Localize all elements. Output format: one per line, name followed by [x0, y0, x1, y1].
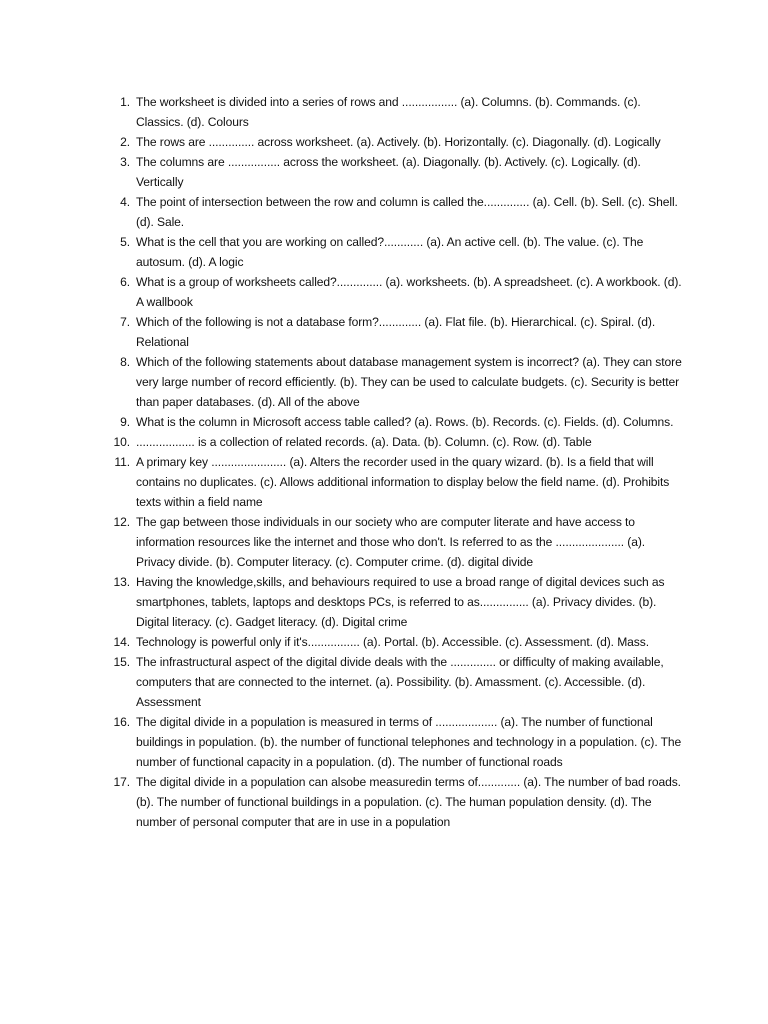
question-text: Technology is powerful only if it's................ (a). Portal. (b). Accessible. (c). Assessment. (d). Mass. — [136, 635, 649, 649]
question-item — [104, 652, 684, 712]
question-number: 4. — [120, 195, 130, 209]
question-item — [104, 712, 684, 772]
question-text: Which of the following is not a database form?............. (a). Flat file. (b). Hierarchical. (c). Spiral. (d). Relational — [136, 315, 656, 349]
question-number: 5. — [120, 235, 130, 249]
question-text: What is the cell that you are working on called?............ (a). An active cell. (b). The value. (c). The autosum. (d). A logic — [136, 235, 644, 269]
question-item — [104, 132, 684, 152]
question-text: Having the knowledge,skills, and behaviours required to use a broad range of digital devices such as smartphones, tablets, laptops and desktops PCs, is referred to as............... (a). Privacy divides. (b). Digital literacy. (c). Gadget literacy. (d). Digital crime — [136, 575, 665, 629]
question-item — [104, 312, 684, 352]
question-text: The rows are .............. across worksheet. (a). Actively. (b). Horizontally. (c). Diagonally. (d). Logically — [136, 135, 661, 149]
question-text: The digital divide in a population is measured in terms of ................... (a). The number of functional buildings in population. (b). the number of functional telephones and technology in a population. (c). The number of functional capacity in a population. (d). The number of functional roads — [136, 715, 682, 769]
question-item — [104, 152, 684, 192]
question-text: The columns are ................ across the worksheet. (a). Diagonally. (b). Actively. (c). Logically. (d). Vertically — [136, 155, 641, 189]
question-number: 1. — [120, 95, 130, 109]
question-text: The gap between those individuals in our society who are computer literate and have access to information resources like the internet and those who don't. Is referred to as the ..................... (a). Privacy divide. (b). Computer literacy. (c). Computer crime. (d). digital divide — [136, 515, 646, 569]
question-item — [104, 572, 684, 632]
question-text: Which of the following statements about database management system is incorrect? (a). They can store very large number of record efficiently. (b). They can be used to calculate budgets. (c). Security is better than paper databases. (d). All of the above — [136, 355, 682, 409]
question-item — [104, 192, 684, 232]
question-number: 15. — [113, 655, 130, 669]
question-number: 6. — [120, 275, 130, 289]
question-number: 17. — [113, 775, 130, 789]
question-item — [104, 452, 684, 512]
question-text: A primary key ....................... (a). Alters the recorder used in the quary wizard. (b). Is a field that will contains no duplicates. (c). Allows additional information to display below the field name. (d). Prohibits texts within a field name — [136, 455, 670, 509]
question-item — [104, 272, 684, 312]
question-number: 11. — [114, 455, 130, 469]
question-item — [104, 632, 684, 652]
question-text: The worksheet is divided into a series of rows and ................. (a). Columns. (b). Commands. (c). Classics. (d). Colours — [136, 95, 641, 129]
question-number: 2. — [120, 135, 130, 149]
question-number: 13. — [113, 575, 130, 589]
question-text: .................. is a collection of related records. (a). Data. (b). Column. (c). Row. (d). Table — [136, 435, 592, 449]
question-item — [104, 412, 684, 432]
question-text: What is a group of worksheets called?.............. (a). worksheets. (b). A spreadsheet. (c). A workbook. (d). A wallbook — [136, 275, 682, 309]
question-number: 8. — [120, 355, 130, 369]
question-item — [104, 232, 684, 272]
question-text: What is the column in Microsoft access table called? (a). Rows. (b). Records. (c). Fields. (d). Columns. — [136, 415, 674, 429]
question-number: 9. — [120, 415, 130, 429]
question-text: The digital divide in a population can alsobe measuredin terms of............. (a). The number of bad roads. (b). The number of functional buildings in a population. (c). The human population density. (d). The number of personal computer that are in use in a population — [136, 775, 681, 829]
question-item — [104, 92, 684, 132]
question-text: The point of intersection between the row and column is called the.............. (a). Cell. (b). Sell. (c). Shell. (d). Sale. — [136, 195, 678, 229]
question-number: 14. — [113, 635, 130, 649]
question-list — [104, 92, 684, 832]
question-item — [104, 772, 684, 832]
question-item — [104, 512, 684, 572]
question-number: 16. — [113, 715, 130, 729]
question-item — [104, 352, 684, 412]
question-number: 10. — [113, 435, 130, 449]
question-number: 12. — [113, 515, 130, 529]
question-item — [104, 432, 684, 452]
question-number: 7. — [120, 315, 130, 329]
question-text: The infrastructural aspect of the digital divide deals with the .............. or difficulty of making available, computers that are connected to the internet. (a). Possibility. (b). Amassment. (c). Accessible. (d). Assessment — [136, 655, 664, 709]
question-number: 3. — [120, 155, 130, 169]
